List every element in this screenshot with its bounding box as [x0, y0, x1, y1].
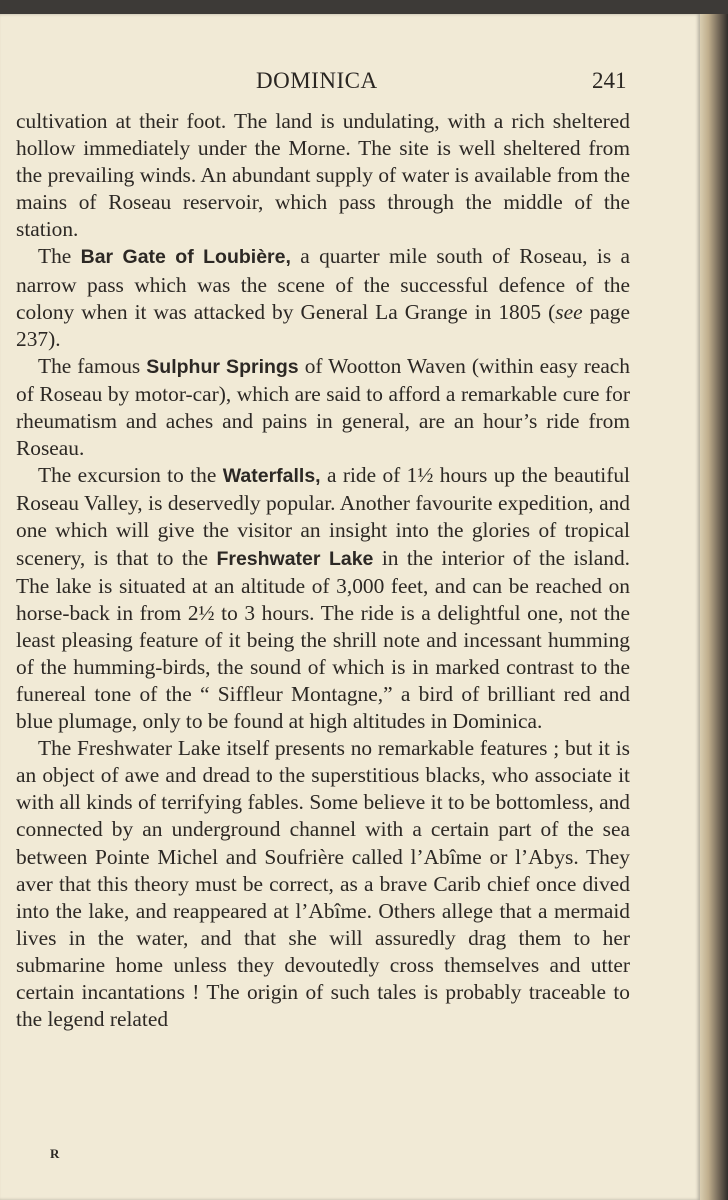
paragraph: [16, 243, 630, 352]
paragraph-text: The famous: [38, 353, 147, 378]
signature-mark: R: [50, 1146, 60, 1161]
paragraph-text: The excursion to the: [38, 463, 223, 488]
bold-term: Bar Gate of Loubière,: [80, 246, 291, 269]
paragraph-text: The Freshwater Lake itself presents no remarkable features ; but it is an object of awe and dread to the superstitious blacks, who associate it with all kinds of terrifying fables. Some believe it to be bottomless, and connected by an underground channel with a certain part of the sea between Pointe Michel and Soufrière called l’Abîme or l’Abys. They aver that this theory must be correct, as a brave Carib chief once dived into the lake, and reappeared at l’Abîme. Others allege that a mermaid lives in the water, and that she will assuredly drag them to her submarine home unless they devoutedly cross themselves and utter certain incantations ! The origin of such tales is probably traceable to the legend related: [16, 736, 630, 1032]
paragraph-text: page 237).: [16, 299, 630, 351]
running-title: DOMINICA: [256, 68, 378, 93]
bold-term: Freshwater Lake: [216, 547, 374, 570]
paragraph-text: a quarter mile south of Roseau, is a narrow pass which was the scene of the successful defence of the colony when it was attacked by General La Grange in 1805 (: [16, 244, 630, 324]
paragraph: [16, 108, 630, 243]
page-edge: [700, 14, 728, 1200]
page-number: 241: [592, 68, 627, 93]
paragraph-text: cultivation at their foot. The land is undulating, with a rich sheltered hollow immediately under the Morne. The site is well sheltered from the prevailing winds. An abundant supply of water is available from the mains of Roseau reservoir, which pass through the middle of the station.: [16, 109, 630, 242]
bold-term: Sulphur Springs: [146, 355, 299, 378]
paragraph-text: a ride of 1½ hours up the beautiful Roseau Valley, is deservedly popular. Another favourite expedition, and one which will give the visitor an insight into the glories of tropical scenery, is that to the: [16, 463, 631, 570]
body-text: [16, 108, 630, 1033]
page-header: [0, 56, 700, 96]
bold-term: Waterfalls,: [222, 465, 321, 488]
book-page: [0, 14, 700, 1200]
paragraph: [16, 462, 630, 735]
paragraph-text: in the interior of the island. The lake is situated at an altitude of 3,000 feet, and can be reached on horse-back in from 2½ to 3 hours. The ride is a delightful one, not the least pleasing feature of it being the shrill note and incessant humming of the humming-birds, the sound of which is in marked contrast to the funereal tone of the “ Siffleur Montagne,” a bird of brilliant red and blue plumage, only to be found at high altitudes in Dominica.: [16, 545, 630, 734]
italic-text: see: [555, 299, 583, 324]
paragraph-text: The: [38, 244, 81, 269]
paragraph: [16, 353, 630, 462]
paragraph: [16, 735, 630, 1033]
paragraph-text: of Wootton Waven (within easy reach of Roseau by motor-car), which are said to afford a remarkable cure for rheumatism and aches and pains in general, are an hour’s ride from Roseau.: [16, 353, 630, 461]
